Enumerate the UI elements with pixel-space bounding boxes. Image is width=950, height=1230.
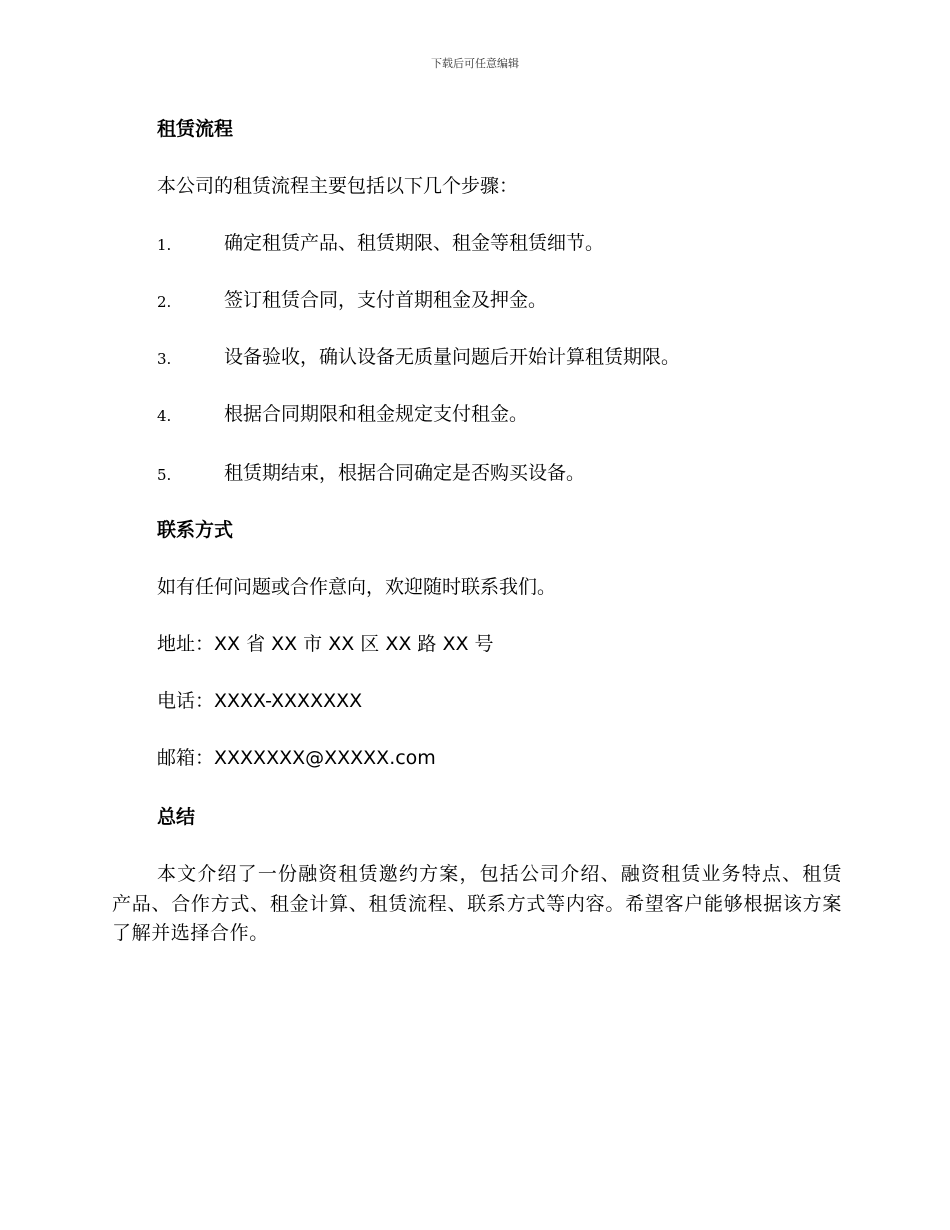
summary-paragraph: 本文介绍了一份融资租赁邀约方案，包括公司介绍、融资租赁业务特点、租赁产品、合作方式、租金计算、租赁流程、联系方式等内容。希望客户能够根据该方案了解并选择合作。 [112,863,842,944]
step-text: 根据合同期限和租金规定支付租金。 [224,403,529,425]
section-heading-summary: 总结 [157,806,196,828]
step-number: 4. [157,407,172,425]
step-number: 3. [157,350,172,368]
step-number: 5. [157,466,172,484]
section-heading-contact: 联系方式 [157,519,234,541]
contact-intro: 如有任何问题或合作意向，欢迎随时联系我们。 [157,576,557,598]
step-text: 租赁期结束，根据合同确定是否购买设备。 [224,462,586,484]
step-text: 设备验收，确认设备无质量问题后开始计算租赁期限。 [224,346,681,368]
contact-phone: 电话：XXXX-XXXXXXX [157,690,363,712]
rental-process-intro: 本公司的租赁流程主要包括以下几个步骤： [157,175,519,197]
step-number: 1. [157,236,172,254]
contact-address: 地址：XX 省 XX 市 XX 区 XX 路 XX 号 [157,633,494,655]
page-header: 下载后可任意编辑 [431,57,519,70]
step-number: 2. [157,293,172,311]
contact-email: 邮箱：XXXXXXX@XXXXX.com [157,747,436,769]
section-heading-rental-process: 租赁流程 [157,118,234,140]
step-text: 确定租赁产品、租赁期限、租金等租赁细节。 [224,232,605,254]
step-text: 签订租赁合同，支付首期租金及押金。 [224,289,548,311]
